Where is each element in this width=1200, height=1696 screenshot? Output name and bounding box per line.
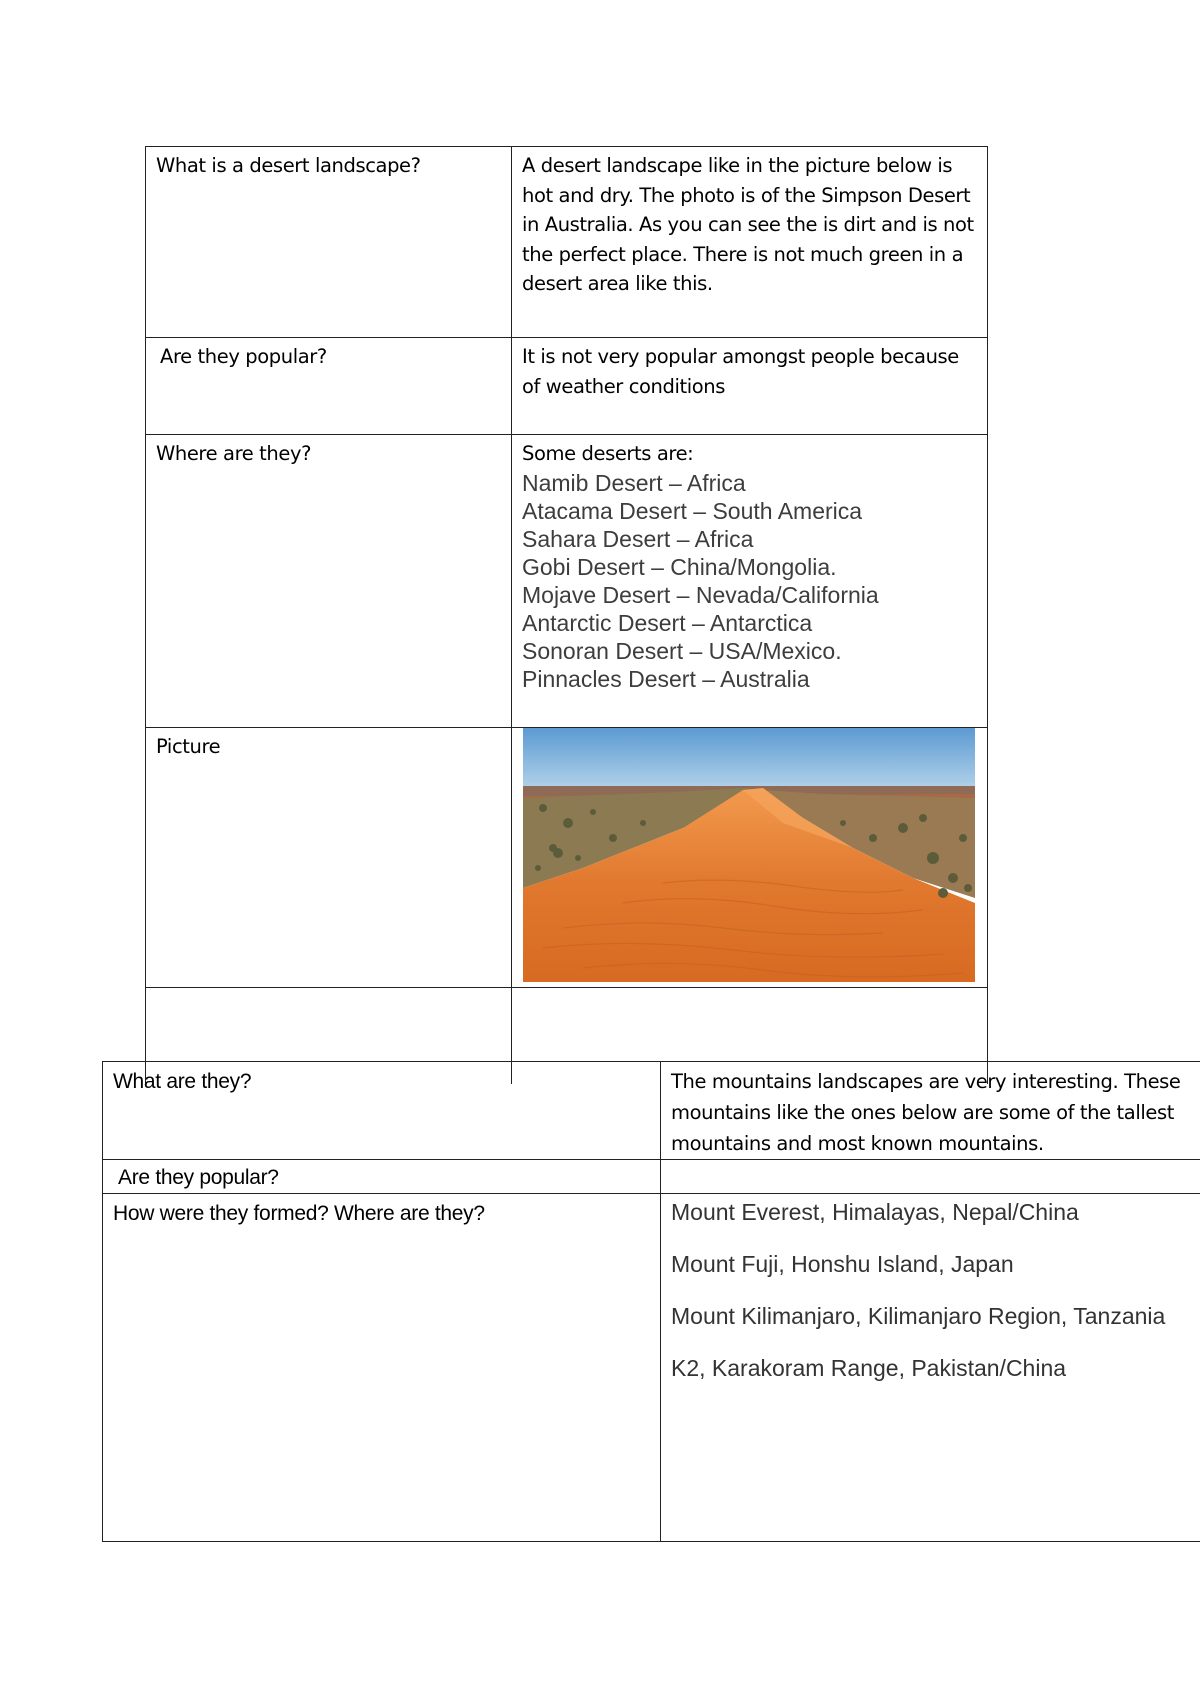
question-cell: Picture	[146, 728, 512, 988]
answer-cell	[661, 1194, 1200, 1542]
desert-list-intro: Some deserts are:	[522, 442, 694, 465]
list-item: Antarctic Desert – Antarctica	[522, 609, 813, 636]
question-cell: Are they popular?	[146, 338, 512, 435]
answer-cell: A desert landscape like in the picture below is hot and dry. The photo is of the Simpson Desert in Australia. As you can see the is dirt and is not the perfect place. There is not much green in a desert area like this.	[512, 147, 988, 338]
question-cell: How were they formed? Where are they?	[103, 1194, 661, 1542]
question-cell: Are they popular?	[103, 1160, 661, 1194]
list-item: Mount Kilimanjaro, Kilimanjaro Region, Tanzania	[671, 1303, 1166, 1329]
list-item: Mount Everest, Himalayas, Nepal/China	[671, 1199, 1079, 1225]
mountain-table	[102, 1061, 1200, 1542]
table-row	[103, 1160, 1200, 1194]
list-item: Mojave Desert – Nevada/California	[522, 581, 879, 608]
answer-cell: The mountains landscapes are very interesting. These mountains like the ones below are some of the tallest mountains and most known mountains.	[661, 1062, 1200, 1160]
list-item: Pinnacles Desert – Australia	[522, 665, 810, 692]
table-row	[146, 338, 988, 435]
desert-photo	[523, 728, 975, 982]
table-row	[103, 1062, 1200, 1160]
list-item: Mount Fuji, Honshu Island, Japan	[671, 1251, 1014, 1277]
desert-dune-image	[523, 728, 975, 982]
table-row	[103, 1194, 1200, 1542]
list-item: Atacama Desert – South America	[522, 497, 863, 524]
list-item: Namib Desert – Africa	[522, 469, 746, 496]
list-item: K2, Karakoram Range, Pakistan/China	[671, 1355, 1067, 1381]
table-row	[146, 728, 988, 988]
list-item: Gobi Desert – China/Mongolia.	[522, 553, 837, 580]
question-cell: What is a desert landscape?	[146, 147, 512, 338]
desert-table	[145, 146, 988, 1084]
question-cell: Where are they?	[146, 435, 512, 728]
mountain-list	[671, 1198, 1192, 1382]
question-cell: What are they?	[103, 1062, 661, 1160]
desert-list	[522, 469, 977, 693]
picture-cell	[512, 728, 988, 988]
list-item: Sahara Desert – Africa	[522, 525, 754, 552]
table-row	[146, 147, 988, 338]
table-row	[146, 435, 988, 728]
answer-cell: It is not very popular amongst people because of weather conditions	[512, 338, 988, 435]
answer-cell	[512, 435, 988, 728]
list-item: Sonoran Desert – USA/Mexico.	[522, 637, 842, 664]
answer-cell	[661, 1160, 1200, 1194]
